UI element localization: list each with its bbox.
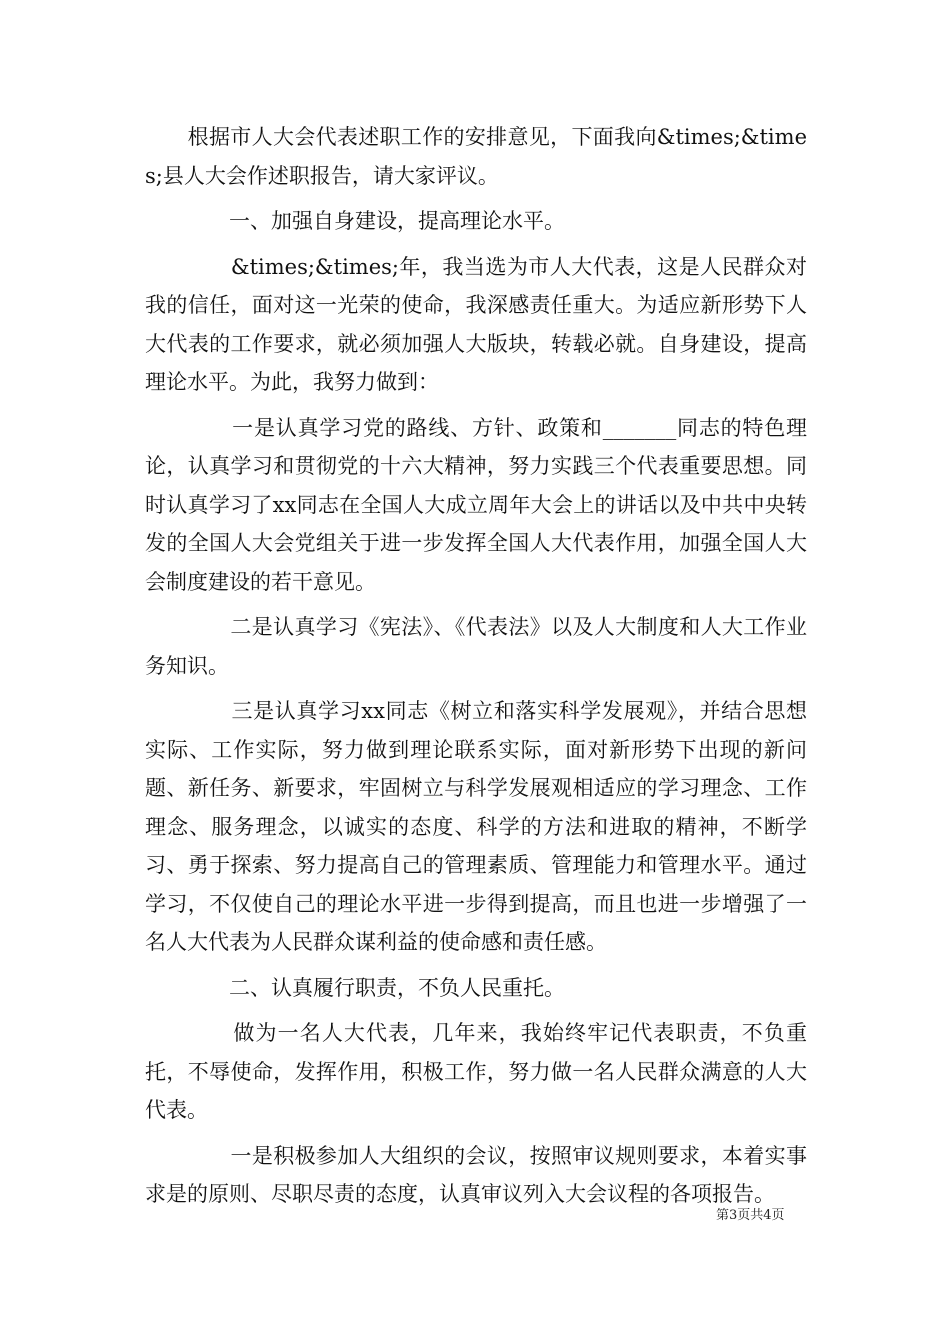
paragraph-study-3: 三是认真学习xx同志《树立和落实科学发展观》，并结合思想实际、工作实际，努力做到理论联系实际，面对新形势下出现的新问题、新任务、新要求，牢固树立与科学发展观相适应的学习理念、工作理念、服务理念，以诚实的态度、科学的方法和进取的精神，不断学习、勇于探索、努力提高自己的管理素质、管理能力和管理水平。通过学习，不仅使自己的理论水平进一步得到提高，而且也进一步增强了一名人大代表为人民群众谋利益的使命感和责任感。 xyxy=(145,699,807,954)
document-body xyxy=(145,118,807,1214)
paragraph-study-2: 二是认真学习《宪法》、《代表法》以及人大制度和人大工作业务知识。 xyxy=(145,615,807,678)
heading-section-2: 二、认真履行职责，不负人民重托。 xyxy=(145,975,565,1000)
heading-section-1: 一、加强自身建设，提高理论水平。 xyxy=(145,209,565,233)
paragraph-meetings: 一是积极参加人大组织的会议，按照审议规则要求，本着实事求是的原则、尽职尽责的态度，认真审议列入大会议程的各项报告。 xyxy=(145,1143,807,1206)
paragraph-duty: 做为一名人大代表，几年来，我始终牢记代表职责，不负重托，不辱使命，发挥作用，积极工作，努力做一名人民群众满意的人大代表。 xyxy=(145,1021,807,1122)
page-number: 第3页共4页 xyxy=(716,1208,785,1223)
paragraph-election: &times;&times;年，我当选为市人大代表，这是人民群众对我的信任，面对这一光荣的使命，我深感责任重大。为适应新形势下人大代表的工作要求，就必须加强人大版块，转载必就。自身建设，提高理论水平。为此，我努力做到： xyxy=(145,254,807,394)
paragraph-intro: 根据市人大会代表述职工作的安排意见，下面我向&times;&times;县人大会作述职报告，请大家评议。 xyxy=(145,125,807,188)
paragraph-study-1: 一是认真学习党的路线、方针、政策和_______同志的特色理论，认真学习和贯彻党的十六大精神，努力实践三个代表重要思想。同时认真学习了xx同志在全国人大成立周年大会上的讲话以及中共中央转发的全国人大会党组关于进一步发挥全国人大代表作用，加强全国人大会制度建设的若干意见。 xyxy=(145,415,807,594)
